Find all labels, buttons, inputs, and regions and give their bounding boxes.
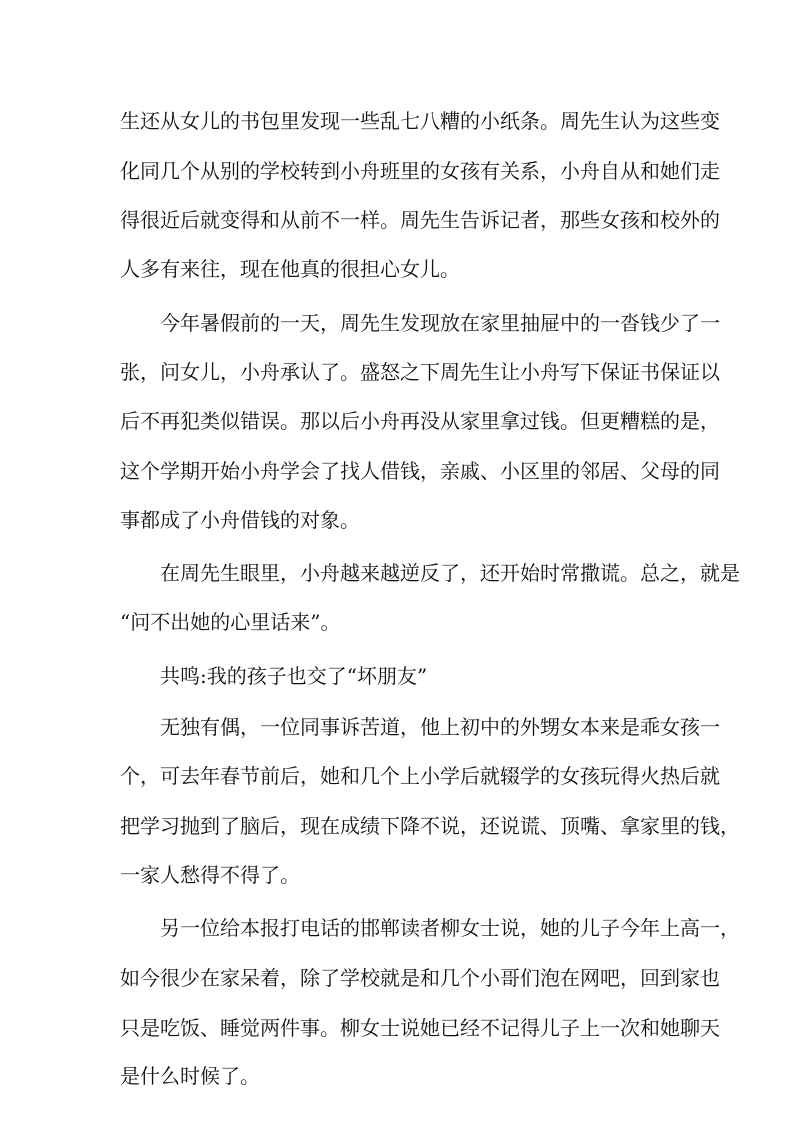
p2-line-3: 后不再犯类似错误。那以后小舟再没从家里拿过钱。但更糟糕的是，: [120, 409, 720, 433]
p2-line-2: 张，问女儿，小舟承认了。盛怒之下周先生让小舟写下保证书保证以: [120, 360, 720, 384]
p5-line-3: 只是吃饭、睡觉两件事。柳女士说她已经不记得儿子上一次和她聊天: [120, 1016, 720, 1040]
p4-line-4: 一家人愁得不得了。: [120, 863, 300, 887]
p5-line-4: 是什么时候了。: [120, 1064, 260, 1088]
p1-line-3: 得很近后就变得和从前不一样。周先生告诉记者，那些女孩和校外的: [120, 208, 720, 232]
p2-line-4: 这个学期开始小舟学会了找人借钱，亲戚、小区里的邻居、父母的同: [120, 459, 720, 483]
p2-line-5: 事都成了小舟借钱的对象。: [120, 508, 360, 532]
p1-line-2: 化同几个从别的学校转到小舟班里的女孩有关系，小舟自从和她们走: [120, 159, 720, 183]
p4-line-3: 把学习抛到了脑后，现在成绩下降不说，还说谎、顶嘴、拿家里的钱，: [120, 814, 740, 838]
p3-line-1: 在周先生眼里，小舟越来越逆反了，还开始时常撒谎。总之，就是: [160, 561, 740, 585]
p4-line-1: 无独有偶，一位同事诉苦道，他上初中的外甥女本来是乖女孩一: [160, 715, 720, 739]
section-heading-resonance: 共鸣:我的孩子也交了“坏朋友”: [160, 664, 428, 688]
p4-line-2: 个，可去年春节前后，她和几个上小学后就辍学的女孩玩得火热后就: [120, 764, 720, 788]
p2-line-1: 今年暑假前的一天，周先生发现放在家里抽屉中的一沓钱少了一: [160, 311, 720, 335]
p3-line-2: “问不出她的心里话来”。: [120, 610, 341, 634]
p1-line-4: 人多有来往，现在他真的很担心女儿。: [120, 257, 460, 281]
p5-line-1: 另一位给本报打电话的邯郸读者柳女士说，她的儿子今年上高一，: [160, 916, 740, 940]
p1-line-1: 生还从女儿的书包里发现一些乱七八糟的小纸条。周先生认为这些变: [120, 109, 720, 133]
p5-line-2: 如今很少在家呆着，除了学校就是和几个小哥们泡在网吧，回到家也: [120, 966, 720, 990]
